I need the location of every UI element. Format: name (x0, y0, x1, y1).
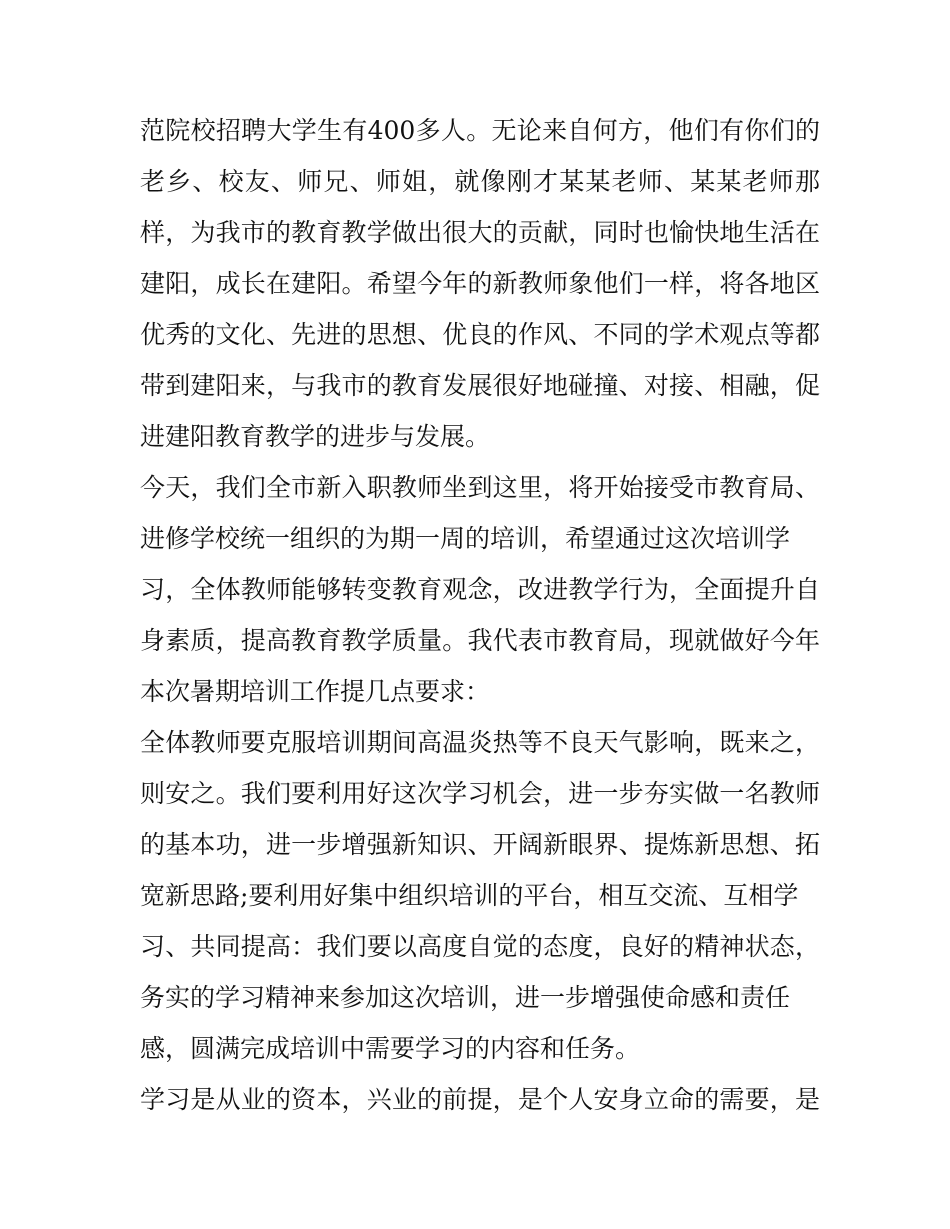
text-line: 习、共同提高：我们要以高度自觉的态度，良好的精神状态， (140, 932, 820, 961)
text-line: 则安之。我们要利用好这次学习机会，进一步夯实做一名教师 (140, 779, 820, 808)
paragraph-2 (140, 462, 820, 717)
text-line: 务实的学习精神来参加这次培训，进一步增强使命感和责任 (140, 983, 791, 1012)
paragraph-1 (140, 105, 820, 462)
text-line: 感，圆满完成培训中需要学习的内容和任务。 (140, 1034, 641, 1063)
text-line: 老乡、校友、师兄、师姐，就像刚才某某老师、某某老师那 (140, 167, 820, 196)
paragraph-3 (140, 717, 820, 1074)
text-line: 今天，我们全市新入职教师坐到这里，将开始接受市教育局、 (140, 473, 820, 502)
text-line: 的基本功，进一步增强新知识、开阔新眼界、提炼新思想、拓 (140, 830, 820, 859)
text-line: 全体教师要克服培训期间高温炎热等不良天气影响，既来之， (140, 728, 820, 757)
text-line: 建阳，成长在建阳。希望今年的新教师象他们一样，将各地区 (140, 269, 820, 298)
text-line: 范院校招聘大学生有400多人。无论来自何方，他们有你们的 (140, 116, 820, 145)
text-line: 进修学校统一组织的为期一周的培训，希望通过这次培训学 (140, 524, 791, 553)
text-line: 本次暑期培训工作提几点要求： (140, 677, 491, 706)
text-line: 身素质，提高教育教学质量。我代表市教育局，现就做好今年 (140, 626, 820, 655)
text-line: 带到建阳来，与我市的教育发展很好地碰撞、对接、相融，促 (140, 371, 820, 400)
text-line: 宽新思路;要利用好集中组织培训的平台，相互交流、互相学 (140, 881, 799, 910)
text-line: 样，为我市的教育教学做出很大的贡献，同时也愉快地生活在 (140, 218, 820, 247)
paragraph-4 (140, 1074, 820, 1125)
text-line: 习，全体教师能够转变教育观念，改进教学行为，全面提升自 (140, 575, 820, 604)
text-line: 学习是从业的资本，兴业的前提，是个人安身立命的需要，是 (140, 1085, 820, 1114)
text-line: 优秀的文化、先进的思想、优良的作风、不同的学术观点等都 (140, 320, 820, 349)
body-text (140, 105, 820, 1125)
text-line: 进建阳教育教学的进步与发展。 (140, 422, 491, 451)
